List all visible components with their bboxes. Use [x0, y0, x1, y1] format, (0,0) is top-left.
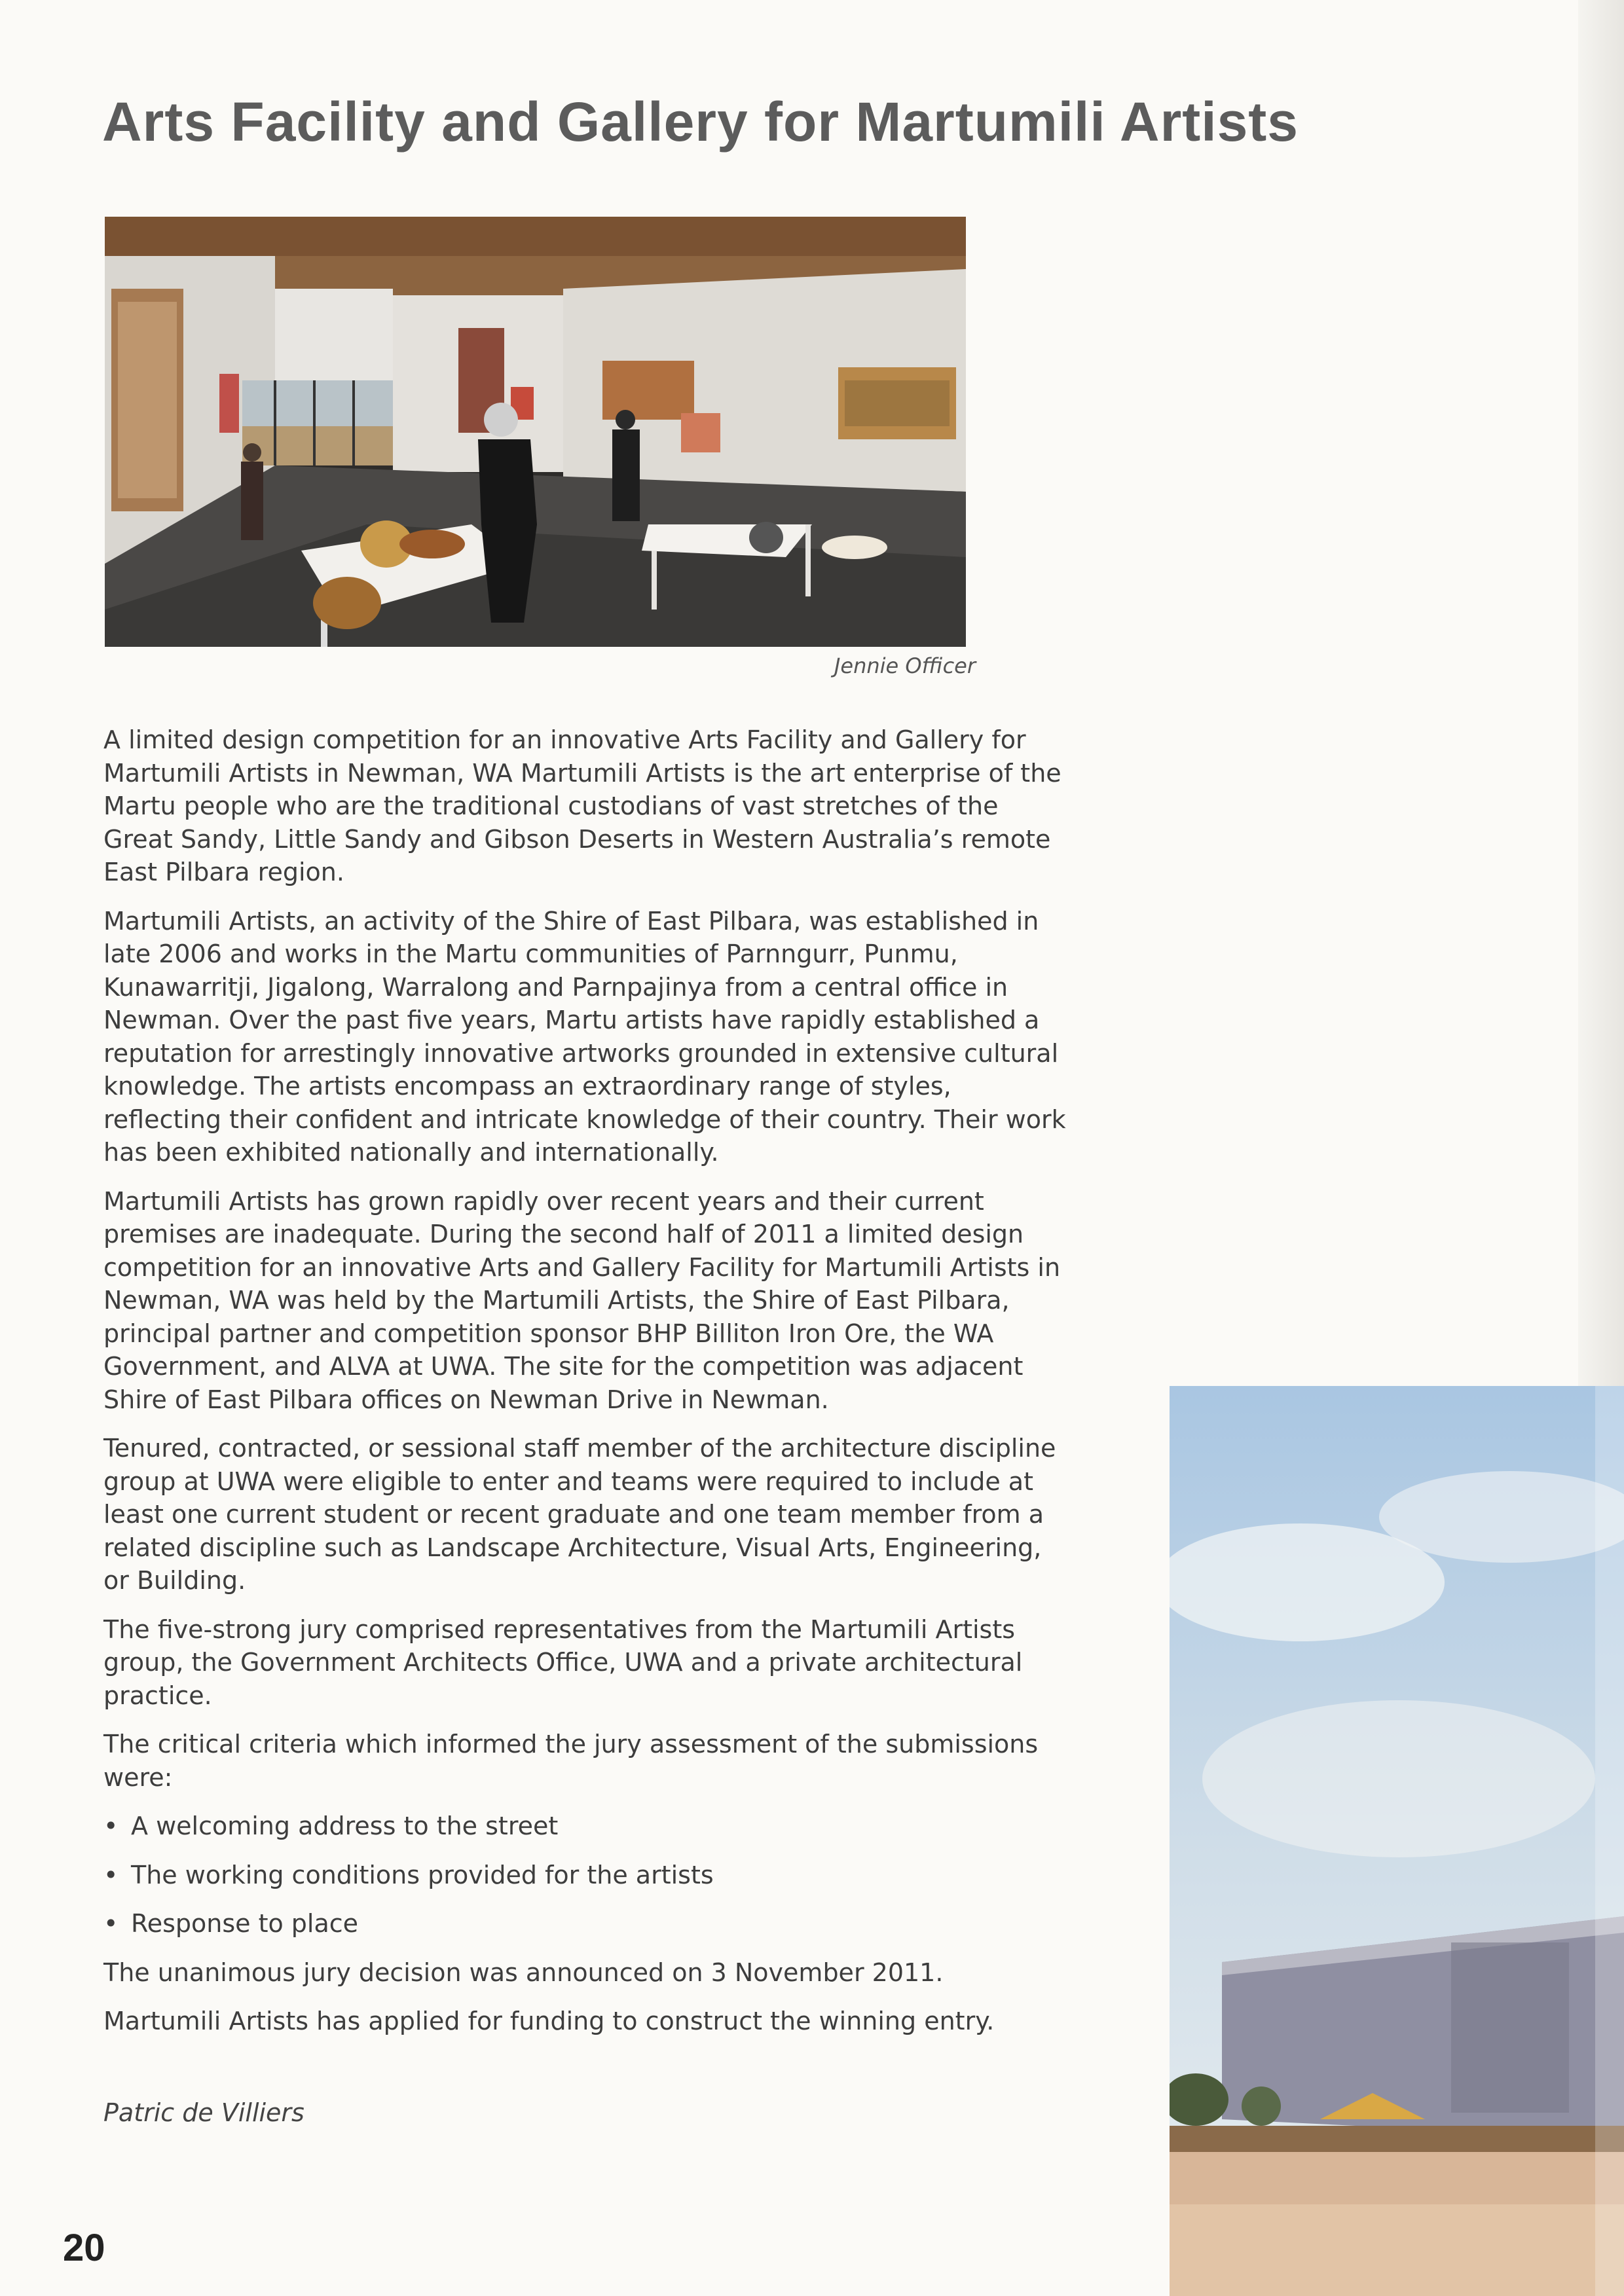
page-edge-shadow	[1578, 0, 1624, 1386]
paragraph: The unanimous jury decision was announced on 3 November 2011.	[103, 1958, 944, 1987]
list-item: • Response to place	[103, 1907, 1066, 1941]
building-photo	[1170, 1386, 1624, 2296]
page-number: 20	[63, 2227, 105, 2269]
paragraph: A limited design competition for an innovative Arts Facility and Gallery for Martumili Artists in Newman, WA Martumili Artists is the art enterprise of the Martu people who are the traditional custodians of vast stretches of the Great Sandy, Little Sandy and Gibson Deserts in Western Australia’s remote East Pilbara region.	[103, 725, 1061, 886]
image-caption: Jennie Officer	[834, 653, 976, 678]
list-item: • A welcoming address to the street	[103, 1810, 1066, 1843]
article-body	[103, 723, 1066, 2054]
criteria-list	[103, 1810, 1066, 1941]
gallery-rendering-illustration	[105, 217, 966, 647]
author-credit: Patric de Villiers	[103, 2098, 304, 2127]
gallery-interior-image	[105, 217, 966, 647]
paragraph: Martumili Artists has applied for funding to construct the winning entry.	[103, 2007, 995, 2035]
list-item: • The working conditions provided for the artists	[103, 1859, 1066, 1892]
building-photo-illustration	[1170, 1386, 1624, 2296]
page-title: Arts Facility and Gallery for Martumili Artists	[102, 91, 1299, 153]
paragraph: Tenured, contracted, or sessional staff member of the architecture discipline group at UWA were eligible to enter and teams were required to include at least one current student or recent graduate and one team member from a related discipline such as Landscape Architecture, Visual Arts, Engineering, or Building.	[103, 1434, 1056, 1595]
paragraph: Martumili Artists, an activity of the Shire of East Pilbara, was established in late 2006 and works in the Martu communities of Parnngurr, Punmu, Kunawarritji, Jigalong, Warralong and Parnpajinya from a central office in Newman. Over the past five years, Martu artists have rapidly established a reputation for arrestingly innovative artworks grounded in extensive cultural knowledge. The artists encompass an extraordinary range of styles, reflecting their confident and intricate knowledge of their country. Their work has been exhibited nationally and internationally.	[103, 906, 1066, 1167]
paragraph: The critical criteria which informed the jury assessment of the submissions were:	[103, 1730, 1039, 1792]
paragraph: Martumili Artists has grown rapidly over recent years and their current premises are inadequate. During the second half of 2011 a limited design competition for an innovative Arts and Gallery Facility for Martumili Artists in Newman, WA was held by the Martumili Artists, the Shire of East Pilbara, principal partner and competition sponsor BHP Billiton Iron Ore, the WA Government, and ALVA at UWA. The site for the competition was adjacent Shire of East Pilbara offices on Newman Drive in Newman.	[103, 1186, 1061, 1414]
paragraph: The five-strong jury comprised representatives from the Martumili Artists group, the Government Architects Office, UWA and a private architectural practice.	[103, 1614, 1023, 1710]
